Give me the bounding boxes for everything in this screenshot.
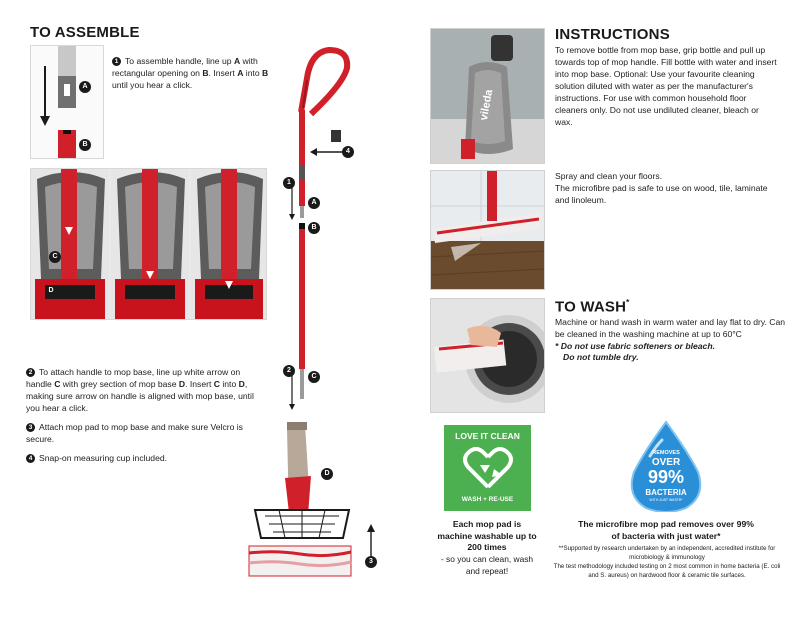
step-2-part: To attach handle to mop base, line up white arrow on handle (26, 367, 241, 389)
handle-join-drawing (31, 46, 103, 158)
diagram-label-d-badge: D (321, 468, 333, 480)
drop-percent: 99% (647, 467, 685, 487)
step-1-a: A (233, 56, 241, 66)
step-1-b: B (262, 68, 269, 78)
step-1-part: until you hear a click. (112, 80, 193, 90)
step-2-d: D (238, 379, 245, 389)
diagram-step-3-badge: 3 (365, 556, 377, 568)
step-2-number: 2 (26, 368, 35, 377)
label-a-badge: A (79, 81, 91, 93)
step-2-text (26, 366, 266, 414)
spray-text-1: Spray and clean your floors. (555, 171, 663, 181)
step-2-part: , making sure arrow on handle is aligned with mop base, until you hear a click. (26, 379, 254, 413)
diagram-step-4-badge: 4 (342, 146, 354, 158)
step-2-c: C (54, 379, 61, 389)
spray-floor-photo (430, 170, 545, 290)
drop-bacteria: BACTERIA (645, 488, 687, 497)
pad-washable-caption: Each mop pad is machine washable up to 200 times (437, 519, 537, 552)
mop-drawing (245, 38, 395, 583)
wash-title: TO WASH (555, 298, 627, 316)
drop-tiny: WITH JUST WATER* (649, 498, 683, 502)
pad-washable-subcaption: - so you can clean, wash and repeat! (440, 554, 534, 576)
diagram-label-c-badge: C (308, 371, 320, 383)
diagram-step-2-badge: 2 (283, 365, 295, 377)
washing-machine-photo (430, 298, 545, 413)
step-1-part: into (243, 68, 263, 78)
step-1-part: . Insert (208, 68, 238, 78)
step-1-number: 1 (112, 57, 121, 66)
bacteria-footnote-2: The test methodology included testing on 2 most common in home bacteria (E. coli and S. aureus) on hardwood floor & ceramic tile surfaces. (553, 563, 781, 579)
step-4-number: 4 (26, 454, 35, 463)
step-2-c: C (213, 379, 220, 389)
love-it-clean-bottom: WASH + RE-USE (461, 496, 514, 503)
step-2-d: D (178, 379, 186, 389)
handle-join-illustration (30, 45, 104, 159)
label-d-badge: D (45, 285, 57, 297)
spray-text-2: The microfibre pad is safe to use on wood, tile, laminate and linoleum. (555, 183, 768, 205)
recycle-heart-icon (462, 445, 514, 491)
wash-note-1: * Do not use fabric softeners or bleach. (555, 341, 715, 351)
love-it-clean-badge (444, 425, 531, 511)
bacteria-drop-badge (628, 420, 704, 512)
bottle-refill-photo (430, 28, 545, 164)
step-2-part: with grey section of mop base (60, 379, 179, 389)
step-1-part: To assemble handle, line up (125, 56, 234, 66)
diagram-label-a-badge: A (308, 197, 320, 209)
drop-over: OVER (651, 457, 681, 468)
wash-note-2: Do not tumble dry. (563, 352, 639, 362)
step-3-label: Attach mop pad to mop base and make sure Velcro is secure. (26, 422, 243, 444)
base-attach-drawing (31, 169, 266, 319)
label-c-badge: C (49, 251, 61, 263)
washing-machine-drawing (431, 299, 544, 412)
love-it-clean-top: LOVE IT CLEAN (455, 431, 520, 441)
spray-floor-drawing (431, 171, 544, 289)
step-4-label: Snap-on measuring cup included. (39, 453, 168, 463)
wash-title-asterisk: * (626, 298, 630, 307)
diagram-step-1-badge: 1 (283, 177, 295, 189)
step-1-part: with rectangular opening on (112, 56, 258, 78)
step-1-b: B (202, 68, 209, 78)
diagram-label-b-badge: B (308, 222, 320, 234)
base-attach-photo-strip (30, 168, 267, 320)
bacteria-caption: The microfibre mop pad removes over 99% of bacteria with just water* (578, 519, 754, 541)
step-2-part: . Insert (185, 379, 214, 389)
bacteria-footnote-1: **Supported by research undertaken by an independent, accredited institute for microbiology & immunology (558, 545, 776, 561)
step-3-number: 3 (26, 423, 35, 432)
instructions-title: INSTRUCTIONS (555, 26, 670, 43)
label-b-badge: B (79, 139, 91, 151)
instructions-text: To remove bottle from mop base, grip bottle and pull up towards top of mop handle. Fill bottle with water and insert into mop base. Optional: Use your favourite cleaning solution diluted with water as per the manufacturer's instructions. For use with common household floor cleaners only. Do not use undiluted cleaner, bleach or wax. (555, 45, 777, 127)
mop-exploded-diagram (245, 38, 395, 583)
assemble-title: TO ASSEMBLE (30, 24, 140, 41)
drop-removes: REMOVES (652, 450, 680, 456)
bottle-brand-logo: vileda (477, 88, 496, 122)
step-1-a: A (237, 68, 244, 78)
step-3-text (26, 421, 246, 445)
step-2-part: into (219, 379, 239, 389)
wash-text: Machine or hand wash in warm water and lay flat to dry. Can be cleaned in the washing machine at up to 60°C (555, 317, 786, 339)
step-4-text (26, 452, 246, 464)
wash-title-group (555, 298, 629, 316)
